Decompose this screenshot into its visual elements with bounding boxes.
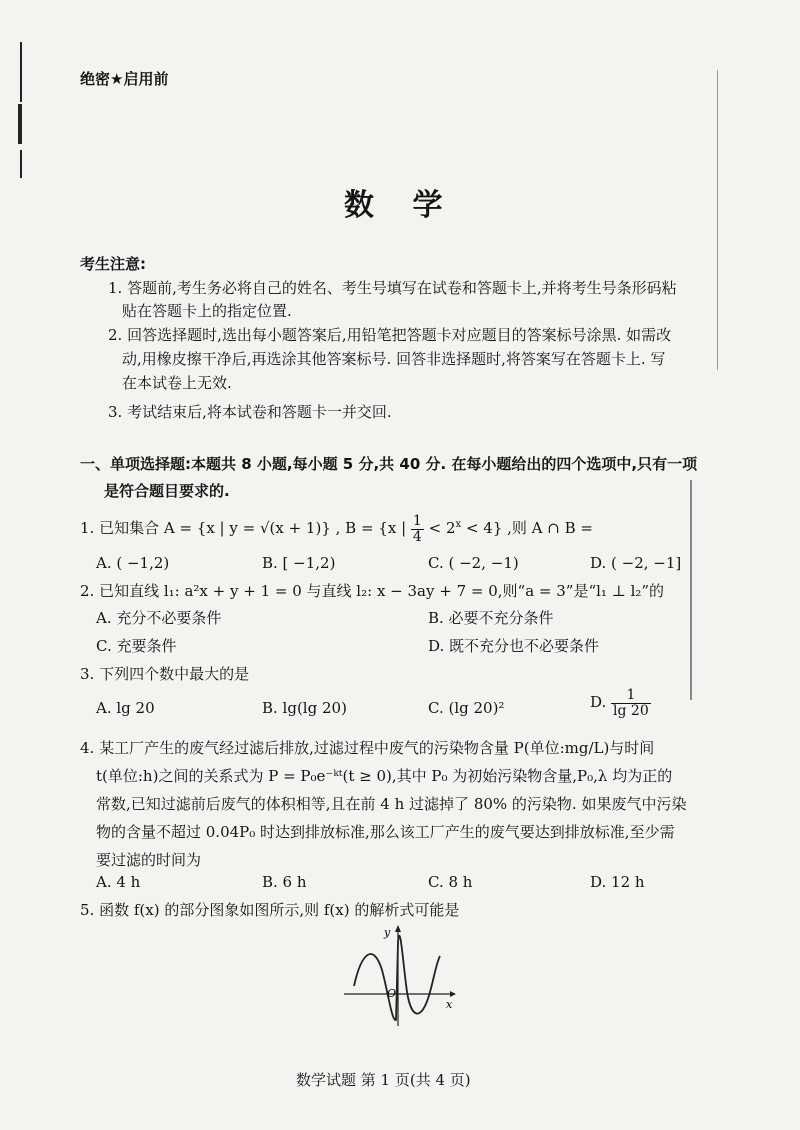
notice-line: 1. 答题前,考生务必将自己的姓名、考生号填写在试卷和答题卡上,并将考生号条形码粘 — [108, 279, 677, 297]
section-heading: 是符合题目要求的. — [104, 482, 230, 500]
question-2-stem: 2. 已知直线 l₁: a²x + y + 1 = 0 与直线 l₂: x − 3ay + 7 = 0,则“a = 3”是“l₁ ⊥ l₂”的 — [80, 582, 665, 600]
scan-edge-mark — [20, 150, 22, 178]
question-4-line: 4. 某工厂产生的废气经过滤后排放,过滤过程中废气的污染物含量 P(单位:mg/L)与时间 — [80, 739, 655, 757]
x-axis-arrow — [450, 991, 456, 997]
y-axis-arrow — [395, 925, 401, 932]
question-1-stem-part: < 4} ,则 A ∩ B = — [465, 519, 593, 538]
origin-label: O — [387, 987, 397, 1000]
q3-option-a: A. lg 20 — [96, 699, 155, 717]
question-1-stem — [80, 514, 593, 544]
confidential-label: 绝密★启用前 — [80, 70, 169, 88]
question-4-line: 要过滤的时间为 — [96, 851, 202, 869]
question-4-line: 物的含量不超过 0.04P₀ 时达到排放标准,那么该工厂产生的废气要达到排放标准,至少需 — [96, 823, 675, 841]
function-curve — [354, 936, 440, 1020]
page-fold-line — [717, 70, 718, 370]
q2-option-c: C. 充要条件 — [96, 637, 177, 655]
notice-heading: 考生注意: — [80, 255, 146, 273]
section-heading: 一、单项选择题:本题共 8 小题,每小题 5 分,共 40 分. 在每小题给出的四个选项中,只有一项 — [80, 455, 698, 473]
q2-option-b: B. 必要不充分条件 — [428, 609, 554, 627]
scan-edge-mark — [18, 104, 22, 144]
notice-line: 2. 回答选择题时,选出每小题答案后,用铅笔把答题卡对应题目的答案标号涂黑. 如需改 — [108, 326, 672, 344]
question-4-line: t(单位:h)之间的关系式为 P = P₀e⁻ᵏᵗ(t ≥ 0),其中 P₀ 为初始污染物含量,P₀,λ 均为正的 — [96, 767, 673, 785]
option-label: D. — [590, 693, 607, 712]
notice-line: 在本试卷上无效. — [122, 374, 232, 392]
q4-option-b: B. 6 h — [262, 873, 307, 891]
function-graph — [340, 922, 460, 1032]
fraction-denominator: lg 20 — [613, 702, 649, 719]
question-1-stem-part: 1. 已知集合 A = {x | y = √(x + 1)} , B = {x | — [80, 519, 407, 538]
question-5-stem: 5. 函数 f(x) 的部分图象如图所示,则 f(x) 的解析式可能是 — [80, 901, 460, 919]
q4-option-c: C. 8 h — [428, 873, 473, 891]
q1-option-c: C. ( −2, −1) — [428, 554, 519, 572]
question-4-line: 常数,已知过滤前后废气的体积相等,且在前 4 h 过滤掉了 80% 的污染物. 如果废气中污染 — [96, 795, 687, 813]
page-footer: 数学试题 第 1 页(共 4 页) — [296, 1071, 471, 1089]
fraction — [411, 514, 424, 544]
scan-edge-mark — [20, 42, 22, 102]
q3-option-c: C. (lg 20)² — [428, 699, 505, 717]
q1-option-d: D. ( −2, −1] — [590, 554, 682, 572]
q1-option-a: A. ( −1,2) — [96, 554, 170, 572]
fraction — [611, 688, 651, 718]
question-3-stem: 3. 下列四个数中最大的是 — [80, 665, 250, 683]
q2-option-a: A. 充分不必要条件 — [96, 609, 222, 627]
q1-option-b: B. [ −1,2) — [262, 554, 336, 572]
q3-option-b: B. lg(lg 20) — [262, 699, 347, 717]
fraction-numerator: 1 — [412, 513, 422, 529]
y-axis-label: y — [384, 926, 391, 939]
page-fold-line — [690, 480, 692, 700]
fraction-denominator: 4 — [412, 528, 422, 545]
q4-option-a: A. 4 h — [96, 873, 141, 891]
question-1-stem-part: < 2 — [428, 519, 456, 538]
x-axis-label: x — [446, 998, 453, 1011]
notice-line: 3. 考试结束后,将本试卷和答题卡一并交回. — [108, 403, 392, 421]
q3-option-d — [590, 688, 651, 718]
notice-line: 贴在答题卡上的指定位置. — [122, 302, 292, 320]
q2-option-d: D. 既不充分也不必要条件 — [428, 637, 600, 655]
page-title: 数 学 — [344, 188, 457, 223]
fraction-numerator: 1 — [611, 688, 651, 704]
exponent: x — [455, 519, 462, 531]
q4-option-d: D. 12 h — [590, 873, 645, 891]
notice-line: 动,用橡皮擦干净后,再选涂其他答案标号. 回答非选择题时,将答案写在答题卡上. 写 — [122, 350, 666, 368]
